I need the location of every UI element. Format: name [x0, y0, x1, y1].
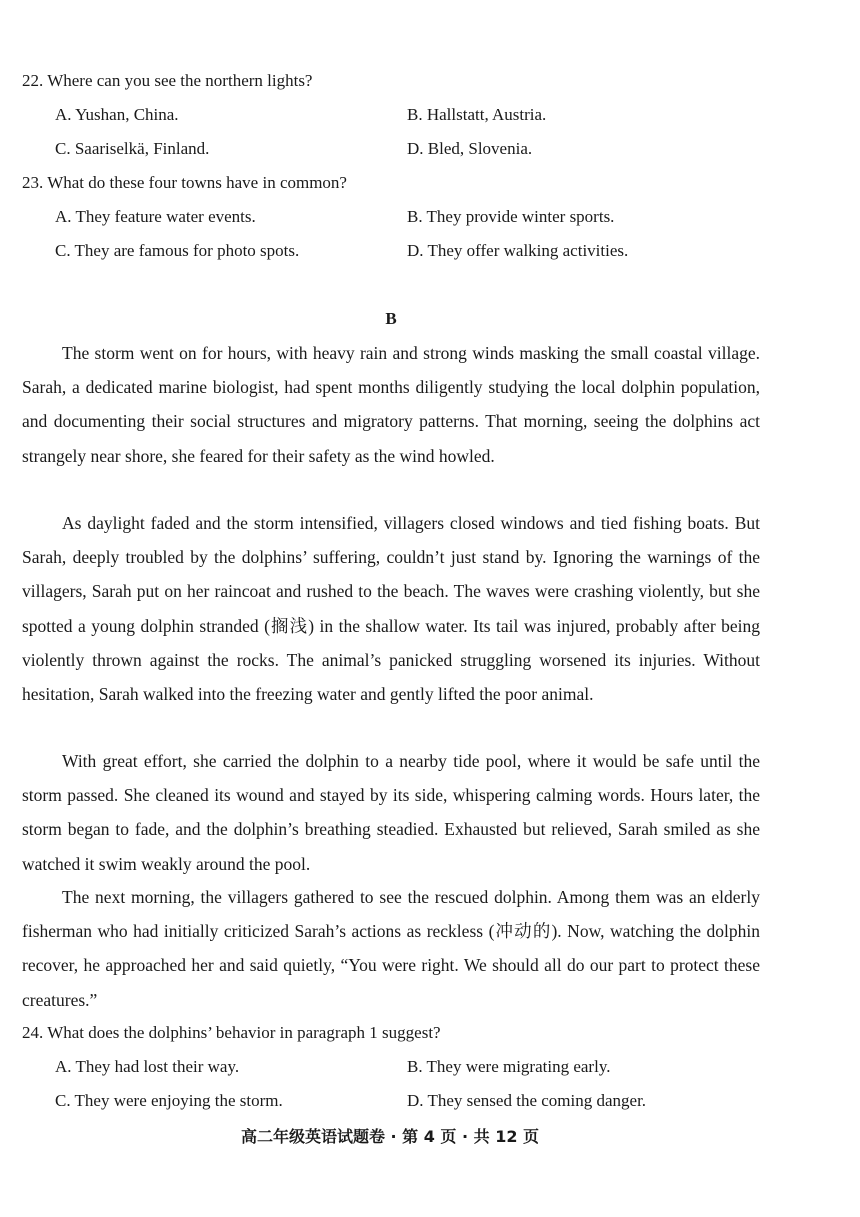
question-23-stem: 23. What do these four towns have in common? [22, 173, 347, 192]
question-22-option-d: D. Bled, Slovenia. [407, 139, 533, 158]
passage-paragraph-1: The storm went on for hours, with heavy rain and strong winds masking the small coastal village. Sarah, a dedicated marine biologist, had spent months diligently studying the local dolphin population, and documenting their social structures and migratory patterns. That morning, seeing the dolphins act strangely near shore, she feared for their safety as the wind howled. [22, 343, 760, 466]
question-24-stem: 24. What does the dolphins’ behavior in paragraph 1 suggest? [22, 1023, 441, 1042]
passage-paragraph-2: As daylight faded and the storm intensified, villagers closed windows and tied fishing boats. But Sarah, deeply troubled by the dolphins’ suffering, couldn’t just stand by. Ignoring the warnings of the villagers, Sarah put on her raincoat and rushed to the beach. The waves were crashing violently, but she spotted a young dolphin stranded (搁浅) in the shallow water. Its tail was injured, probably after being violently thrown against the rocks. The animal’s panicked struggling worsened its injuries. Without hesitation, Sarah walked into the freezing water and gently lifted the poor animal. [22, 513, 760, 705]
question-24-option-b: B. They were migrating early. [407, 1057, 611, 1076]
passage-paragraph-3: With great effort, she carried the dolphin to a nearby tide pool, where it would be safe until the storm passed. She cleaned its wound and stayed by its side, whispering calming words. Hours later, the storm began to fade, and the dolphin’s breathing steadied. Exhausted but relieved, Sarah smiled as she watched it swim weakly around the pool. [22, 751, 760, 874]
passage-paragraph-4: The next morning, the villagers gathered to see the rescued dolphin. Among them was an elderly fisherman who had initially criticized Sarah’s actions as reckless (冲动的). Now, watching the dolphin recover, he approached her and said quietly, “You were right. We should all do our part to protect these creatures.” [22, 887, 760, 1010]
question-24-option-d: D. They sensed the coming danger. [407, 1091, 647, 1110]
question-23-option-d: D. They offer walking activities. [407, 241, 629, 260]
question-23-option-b: B. They provide winter sports. [407, 207, 615, 226]
question-23-option-a: A. They feature water events. [55, 207, 256, 226]
question-24-option-a: A. They had lost their way. [55, 1057, 240, 1076]
question-22-option-c: C. Saariselkä, Finland. [55, 139, 210, 158]
question-22-option-b: B. Hallstatt, Austria. [407, 105, 547, 124]
section-title: B [385, 309, 397, 328]
question-23-option-c: C. They are famous for photo spots. [55, 241, 300, 260]
question-22-option-a: A. Yushan, China. [55, 105, 179, 124]
page-footer: 高二年级英语试题卷 · 第 4 页 · 共 12 页 [240, 1127, 540, 1146]
question-24-option-c: C. They were enjoying the storm. [55, 1091, 283, 1110]
question-22-stem: 22. Where can you see the northern lights? [22, 71, 313, 90]
